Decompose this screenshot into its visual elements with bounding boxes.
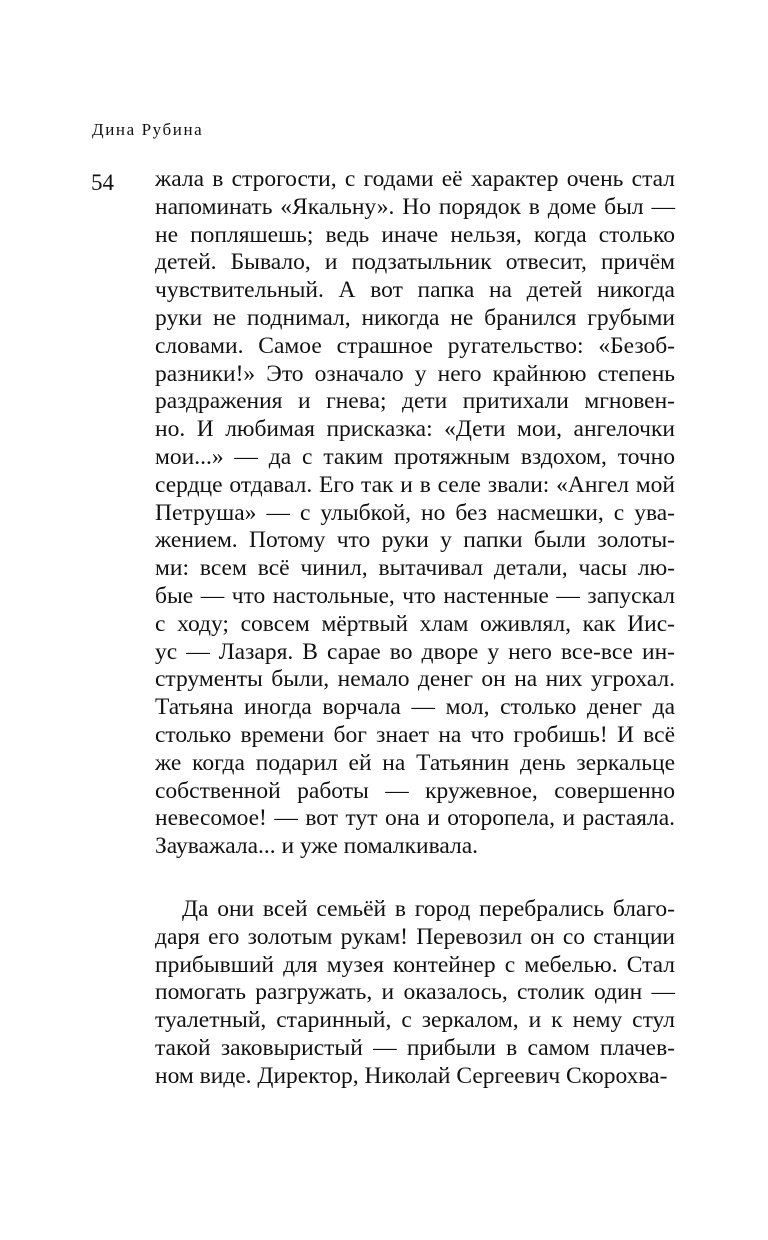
text-line: жением. Потому что руки у папки были золоты- — [155, 527, 675, 554]
text-line: ном виде. Директор, Николай Сергеевич Скорохва- — [155, 1062, 668, 1089]
text-line: словами. Самое страшное ругательство: «Безоб- — [155, 332, 675, 359]
text-line: струменты были, немало денег он на них угрохал. — [155, 666, 675, 693]
text-line: помогать разгружать, и оказалось, столик один — — [155, 979, 675, 1006]
text-line: собственной работы — кружевное, совершенно — [155, 777, 675, 804]
text-line: Петруша» — с улыбкой, но без насмешки, с ува- — [155, 499, 675, 526]
text-line: не попляшешь; ведь иначе нельзя, когда столько — [155, 221, 675, 248]
text-line: прибывший для музея контейнер с мебелью. Стал — [155, 951, 675, 978]
text-line: жала в строгости, с годами её характер очень стал — [155, 166, 675, 192]
text-line: напоминать «Якальну». Но порядок в доме был — — [155, 193, 675, 220]
text-line: столько времени бог знает на что гробишь! И всё — [155, 721, 675, 748]
text-line: невесомое! — вот тут она и оторопела, и растаяла. — [155, 805, 675, 832]
text-line: Татьяна иногда ворчала — мол, столько денег да — [155, 694, 675, 721]
text-line: туалетный, старинный, с зеркалом, и к нему стул — [155, 1007, 675, 1034]
text-line: детей. Бывало, и подзатыльник отвесит, причём — [155, 249, 675, 276]
text-line: Да они всей семьёй в город перебрались благо- — [182, 896, 675, 922]
text-line: же когда подарил ей на Татьянин день зеркальце — [155, 749, 675, 776]
text-line: такой заковыристый — прибыли в самом плачев- — [155, 1034, 675, 1061]
text-line: ми: всем всё чинил, вытачивал детали, часы лю- — [155, 555, 675, 582]
page-number: 54 — [91, 170, 114, 195]
text-line: но. И любимая присказка: «Дети мои, ангелочки — [155, 416, 675, 443]
text-line: руки не поднимал, никогда не бранился грубыми — [155, 304, 675, 331]
text-line: раздражения и гнева; дети притихали мгновен- — [155, 388, 675, 415]
text-line: бые — что настольные, что настенные — запускал — [155, 582, 675, 609]
running-head: Дина Рубина — [92, 120, 204, 139]
text-line: ус — Лазаря. В сарае во дворе у него все-все ин- — [155, 638, 675, 665]
text-line: чувствительный. А вот папка на детей никогда — [155, 277, 675, 304]
text-line: сердце отдавал. Его так и в селе звали: «Ангел мой — [155, 471, 675, 498]
text-line: мои...» — да с таким протяжным вздохом, точно — [155, 443, 675, 470]
text-line: Зауважала... и уже помалкивала. — [155, 833, 479, 860]
text-line: даря его золотым рукам! Перевозил он со станции — [155, 923, 675, 950]
paragraph-2 — [155, 896, 675, 1091]
text-line: с ходу; совсем мёртвый хлам оживлял, как Иис- — [155, 610, 675, 637]
paragraph-1 — [155, 166, 675, 861]
text-line: разники!» Это означало у него крайнюю степень — [155, 360, 675, 387]
